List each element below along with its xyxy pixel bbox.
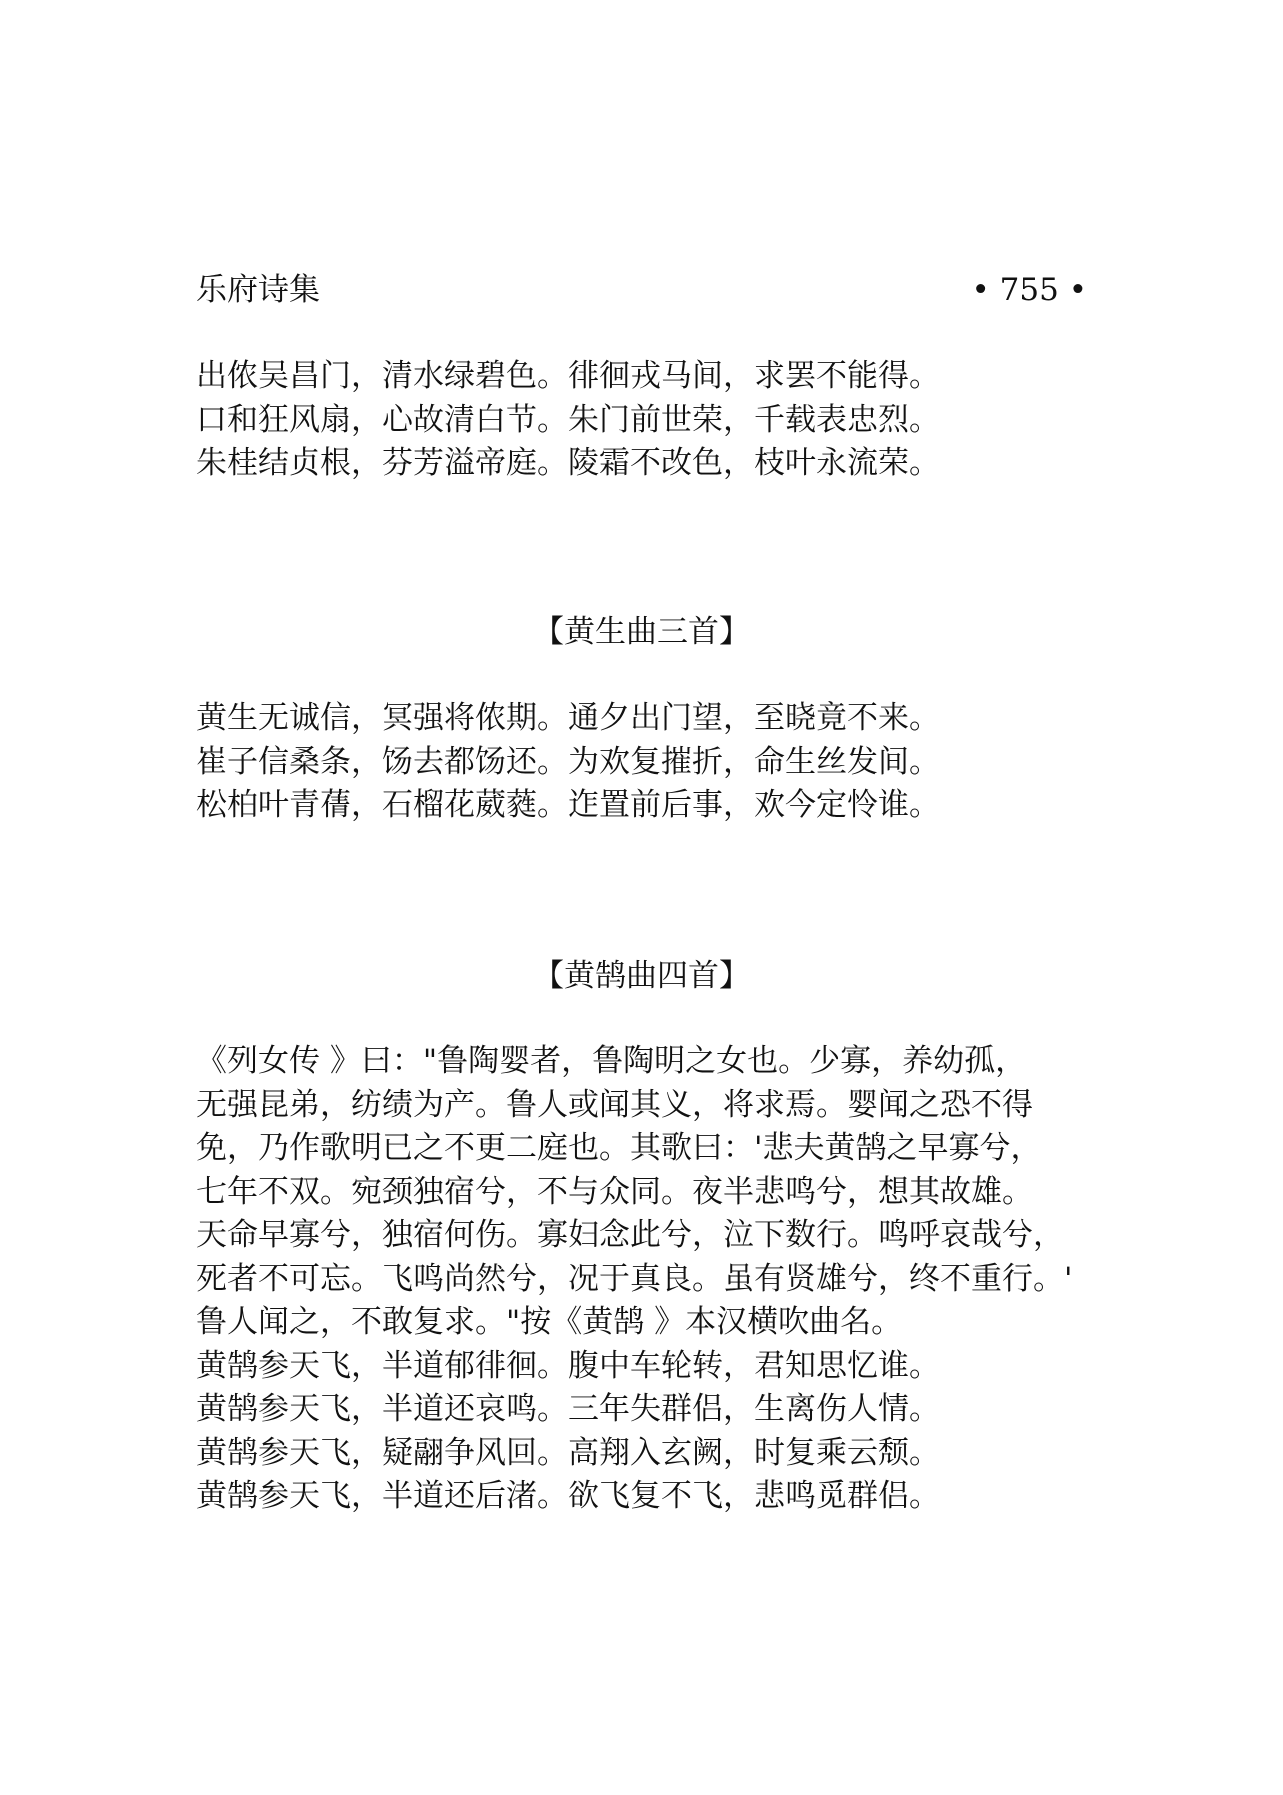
book-title: 乐府诗集 <box>196 272 320 308</box>
poem-line: 朱桂结贞根，芬芳溢帝庭。陵霜不改色，枝叶永流荣。 <box>196 445 940 481</box>
page-number: • 755 • <box>971 272 1087 308</box>
poem-line: 崔子信桑条，饧去都饧还。为欢复摧折，命生丝发间。 <box>196 743 940 780</box>
preface-line: 七年不双。宛颈独宿兮，不与众同。夜半悲鸣兮，想其故雄。 <box>196 1173 1033 1210</box>
poem-block-huanghu <box>196 1040 1156 1519</box>
poem-line: 黄鹄参天飞，半道郁徘徊。腹中车轮转，君知思忆谁。 <box>196 1347 940 1384</box>
section-heading-huanghu: 【黄鹄曲四首】 <box>533 958 750 994</box>
poem-line: 口和狂风扇，心故清白节。朱门前世荣，千载表忠烈。 <box>196 401 940 438</box>
poem-block-huangsheng <box>196 697 1156 828</box>
page-header <box>196 268 1087 312</box>
poem-line: 黄鹄参天飞，半道还后渚。欲飞复不飞，悲鸣觅群侣。 <box>196 1478 940 1514</box>
poem-line: 黄鹄参天飞，疑翮争风回。高翔入玄阙，时复乘云颓。 <box>196 1434 940 1471</box>
preface-line: 天命早寡兮，独宿何伤。寡妇念此兮，泣下数行。鸣呼哀哉兮， <box>196 1217 1064 1253</box>
poem-line: 黄生无诚信，冥强将侬期。通夕出门望，至晓竟不来。 <box>196 700 940 736</box>
poem-line: 松柏叶青蒨，石榴花葳蕤。迮置前后事，欢今定怜谁。 <box>196 787 940 823</box>
preface-line: 死者不可忘。飞鸣尚然兮，况于真良。虽有贤雄兮，终不重行。' <box>196 1260 1073 1297</box>
preface-line: 鲁人闻之，不敢复求。"按《黄鹄 》本汉横吹曲名。 <box>196 1304 903 1340</box>
poem-line: 黄鹄参天飞，半道还哀鸣。三年失群侣，生离伤人情。 <box>196 1391 940 1427</box>
preface-line: 《列女传 》曰："鲁陶婴者，鲁陶明之女也。少寡，养幼孤， <box>196 1043 1027 1079</box>
preface-line: 免，乃作歌明已之不更二庭也。其歌曰：'悲夫黄鹄之早寡兮， <box>196 1130 1042 1166</box>
preface-line: 无强昆弟，纺绩为产。鲁人或闻其义，将求焉。婴闻之恐不得 <box>196 1086 1033 1123</box>
poem-line: 出侬吴昌门，清水绿碧色。徘徊戎马间，求罢不能得。 <box>196 358 940 394</box>
poem-block-continued <box>196 355 1156 486</box>
section-heading-huangsheng: 【黄生曲三首】 <box>533 614 750 650</box>
